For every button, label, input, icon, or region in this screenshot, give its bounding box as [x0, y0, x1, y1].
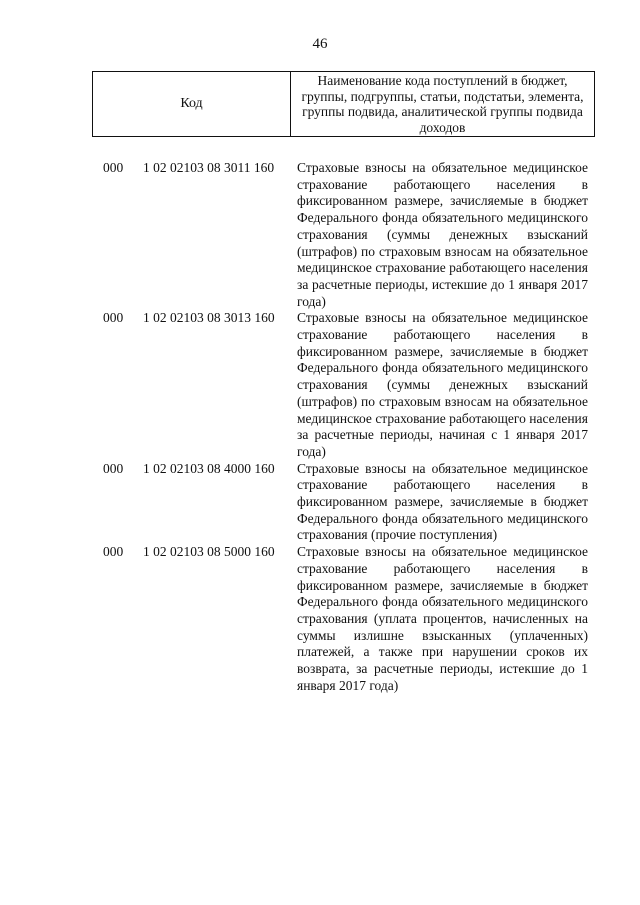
header-name-cell [291, 72, 594, 136]
table-body [0, 160, 640, 695]
row-description: Страховые взносы на обязательное медицинское страхование работающего населения в фиксированном размере, зачисляемые в бюджет Федерального фонда обязательного медицинского страхования (суммы денежных взысканий (штрафов) по страховым взносам на обязательное медицинское страхование работающего населения за расчетные периоды, истекшие до 1 января 2017 года) [297, 160, 588, 309]
budget-code: 1 02 02103 08 3011 160 [143, 160, 275, 175]
budget-code: 1 02 02103 08 5000 160 [143, 544, 275, 560]
budget-code: 1 02 02103 08 4000 160 [143, 460, 275, 476]
admin-code: 000 [103, 460, 124, 476]
admin-code: 000 [103, 160, 124, 175]
page-number: 46 [312, 36, 328, 52]
admin-code: 000 [103, 310, 124, 326]
table-row [0, 310, 640, 460]
budget-code: 1 02 02103 08 3013 160 [143, 310, 275, 326]
row-description: Страховые взносы на обязательное медицинское страхование работающего населения в фиксированном размере, зачисляемые в бюджет Федерального фонда обязательного медицинского страхования (прочие поступления) [297, 460, 588, 543]
table-row [0, 160, 640, 310]
table-header [92, 71, 595, 137]
table-row [0, 461, 640, 545]
header-name-label: Наименование кода поступлений в бюджет, группы, подгруппы, статьи, подстатьи, элемента, группы подвида, аналитической группы подвида доходов [301, 73, 584, 135]
table-row [0, 544, 640, 694]
row-description: Страховые взносы на обязательное медицинское страхование работающего населения в фиксированном размере, зачисляемые в бюджет Федерального фонда обязательного медицинского страхования (суммы денежных взысканий (штрафов) по страховым взносам на обязательное медицинское страхование работающего населения за расчетные периоды, начиная с 1 января 2017 года) [297, 310, 588, 459]
row-description: Страховые взносы на обязательное медицинское страхование работающего населения в фиксированном размере, зачисляемые в бюджет Федерального фонда обязательного медицинского страхования (уплата процентов, начисленных на суммы излишне взысканных (уплаченных) платежей, а также при нарушении сроков их возврата, за расчетные периоды, истекшие до 1 января 2017 года) [297, 544, 588, 693]
header-code-cell [93, 72, 291, 136]
admin-code: 000 [103, 544, 124, 560]
header-code-label: Код [180, 96, 203, 111]
